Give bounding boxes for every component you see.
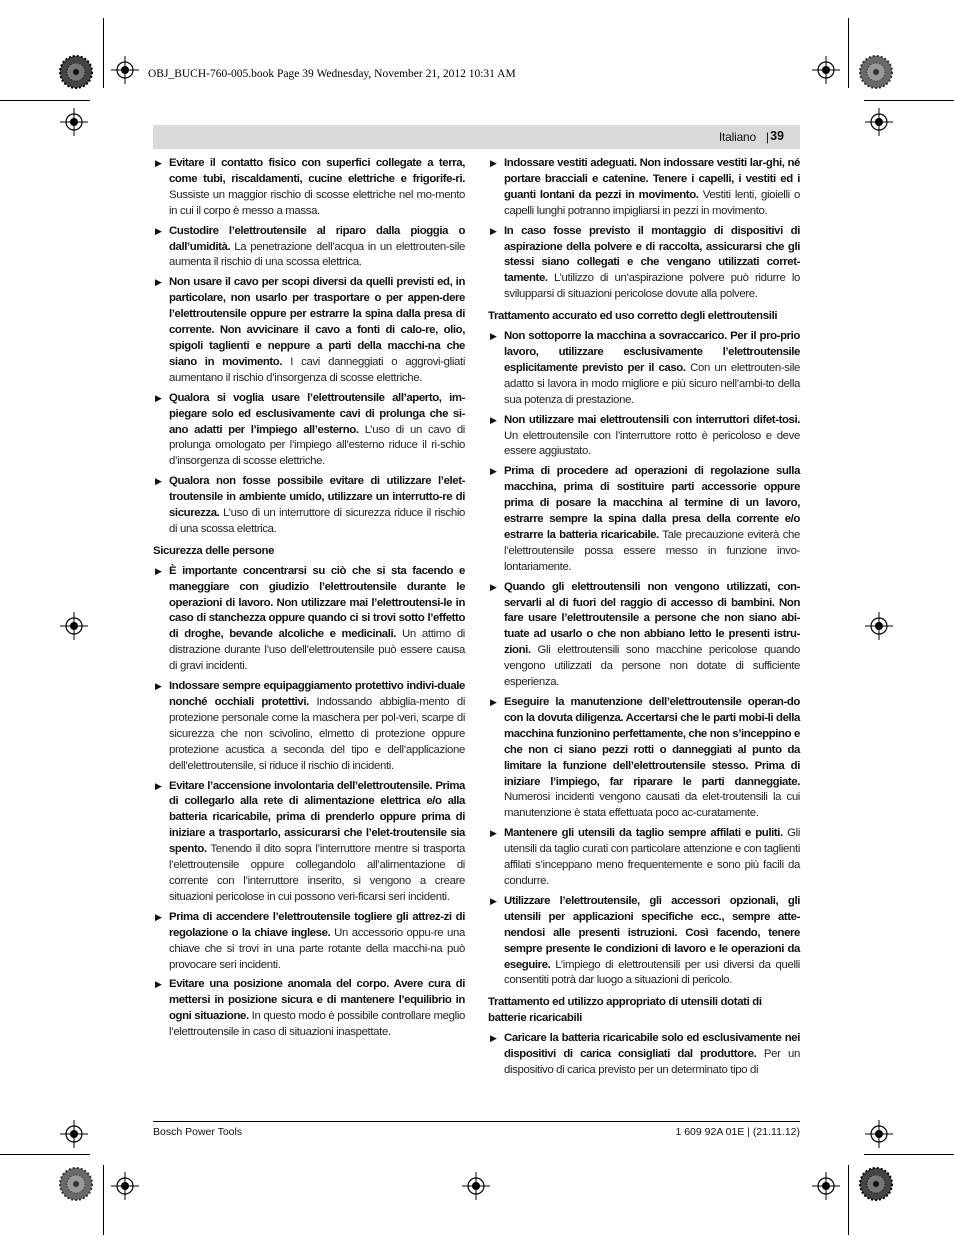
list-item (153, 779, 465, 906)
left-column (153, 156, 465, 1045)
list-item (153, 679, 465, 774)
registration-mark-icon (812, 56, 840, 84)
item-bold-text: Non sottoporre la macchina a sovraccarico. Per il pro-prio lavoro, utilizzare esclusivamente l’elettroutensile esplicitamente previsto per il caso. (504, 330, 800, 374)
footer-brand: Bosch Power Tools (153, 1126, 243, 1138)
item-bold-text: Indossare vestiti adeguati. Non indossare vestiti lar-ghi, né portare bracciali e catenine. Tenere i capelli, i vestiti ed i guanti lontani da pezzi in movimento. (504, 157, 800, 201)
item-bold-text: Prima di accendere l’elettroutensile togliere gli attrez-zi di regolazione o la chiave inglese. (169, 910, 465, 939)
item-bold-text: Qualora si voglia usare l’elettroutensile all’aperto, im-piegare solo ed esclusivamente cavi di prolunga che si-ano adatti per l’impiego all’esterno. (169, 391, 465, 436)
bullet-triangle-icon: ▶ (155, 277, 162, 288)
item-body-text: In questo modo è possibile controllare meglio l’elettroutensile in caso di situazioni inaspettate. (169, 1010, 465, 1039)
item-bold-text: Indossare sempre equipaggiamento protettivo indivi-duale nonché occhiali protettivi. (169, 680, 465, 708)
bullet-triangle-icon: ▶ (155, 979, 162, 990)
item-body-text: L’uso di un cavo di prolunga omologato per l’impiego all’esterno riduce il ri-schio d’insorgenza di scosse elettriche. (169, 423, 465, 468)
item-body-text: Un elettroutensile con l’interruttore rotto è pericoloso e deve essere aggiustato. (504, 429, 800, 458)
bullet-triangle-icon: ▶ (490, 331, 497, 342)
list-item (488, 580, 800, 691)
bullet-triangle-icon: ▶ (155, 225, 162, 236)
color-rosette-icon (58, 54, 94, 90)
list-item (153, 977, 465, 1041)
crop-line (864, 1154, 954, 1155)
header-separator: | (765, 130, 769, 144)
list-item (153, 564, 465, 675)
registration-mark-icon (865, 1120, 893, 1148)
list-item (488, 894, 800, 989)
item-bold-text: Evitare il contatto fisico con superfici collegate a terra, come tubi, riscaldamenti, cucine elettriche e frigorife-ri. (169, 157, 465, 185)
item-body-text: Tenendo il dito sopra l’interruttore mentre si trasporta l’elettroutensile oppure collegandolo all’alimentazione di corrente con l’interruttore inserito, si vengono a creare situazioni pericolose in cui possono veri-ficarsi seri incidenti. (169, 843, 465, 903)
registration-mark-icon (812, 1172, 840, 1200)
item-body-text: L’utilizzo di un’aspirazione polvere può ridurre lo svilupparsi di situazioni pericolose dovute alla polvere. (504, 272, 800, 301)
crop-line (0, 1154, 90, 1155)
item-bold-text: Utilizzare l’elettroutensile, gli accessori opzionali, gli utensili per applicazioni specifiche ecc., sempre atte-nendosi alle presenti istruzioni. Così facendo, tenere sempre presente le condizioni di lavoro e le operazioni da eseguire. (504, 894, 800, 971)
item-body-text: Gli utensili da taglio curati con particolare attenzione e con taglienti affilati s’inceppano meno frequentemente e sono più facili da condurre. (504, 827, 800, 887)
item-body-text: Sussiste un maggior rischio di scosse elettriche nel mo-mento in cui il corpo è messo a massa. (169, 188, 465, 217)
item-body-text: Numerosi incidenti vengono causati da elet-troutensili la cui manutenzione è stata effettuata poco ac-curatamente. (504, 791, 800, 820)
registration-mark-icon (60, 108, 88, 136)
list-item (488, 695, 800, 822)
bullet-triangle-icon: ▶ (155, 476, 162, 487)
item-body-text: Un attimo di distrazione durante l’uso dell’elettroutensile può essere causa di gravi incidenti. (169, 628, 465, 673)
page-header (153, 125, 800, 149)
color-rosette-icon (58, 1166, 94, 1202)
crop-line (103, 18, 104, 88)
list-item (153, 474, 465, 538)
item-body-text: Tale precauzione eviterà che l’elettroutensile possa essere messo in funzione invo-lontariamente. (504, 528, 801, 573)
list-item (488, 464, 800, 575)
registration-mark-icon (111, 56, 139, 84)
bullet-triangle-icon: ▶ (490, 828, 497, 839)
footer-code: 1 609 92A 01E | (21.11.12) (675, 1126, 800, 1138)
item-bold-text: È importante concentrarsi su ciò che si sta facendo e maneggiare con giudizio l’elettroutensile durante le operazioni di lavoro. Non utilizzare mai l’elettroutensi-le in caso di stanchezza oppure quando ci si trovi sotto l’effetto di droghe, bevande alcoliche e medicinali. (169, 564, 465, 641)
list-item (153, 156, 465, 220)
item-bold-text: Evitare l’accensione involontaria dell’elettroutensile. Prima di collegarlo alla rete di alimentazione elettrica e/o alla batteria ricaricabile, prima di prenderlo oppure prima di iniziare a trasportarlo, assicurarsi che l’elet-troutensile sia spento. (169, 779, 465, 856)
item-body-text: Un accessorio oppu-re una chiave che si trovi in una parte rotante della macchi-na può provocare seri incidenti. (169, 926, 465, 971)
bullet-triangle-icon: ▶ (155, 565, 162, 576)
crop-line (864, 100, 954, 101)
bullet-triangle-icon: ▶ (155, 911, 162, 922)
item-body-text: Indossando abbiglia-mento di protezione personale come la maschera per pol-veri, scarpe di sicurezza che non scivolino, elmetto di protezione oppure protezione acustica a seconda del tipo e dell’applicazione dell’elettroutensile, si riduce il rischio di incidenti. (169, 696, 465, 772)
item-bold-text: Evitare una posizione anomala del corpo. Avere cura di mettersi in posizione sicura e di mantenere l’equilibrio in ogni situazione. (169, 978, 465, 1023)
registration-mark-icon (865, 108, 893, 136)
section-title: Trattamento accurato ed uso corretto degli elettroutensili (488, 310, 778, 323)
list-item (153, 391, 465, 471)
item-body-text: L’uso di un interruttore di sicurezza riduce il rischio di una scossa elettrica. (169, 507, 465, 535)
item-bold-text: Quando gli elettroutensili non vengono utilizzati, con-servarli al di fuori del raggio di accesso di bambini. Non fare usare l’elettroutensile a persone che non siano abi-tuate ad usarlo o che non abbiano letto le presenti istru-zioni. (504, 580, 800, 657)
footer-rule (153, 1121, 800, 1122)
registration-mark-icon (60, 612, 88, 640)
crop-line (103, 1165, 104, 1235)
item-bold-text: Caricare la batteria ricaricabile solo ed esclusivamente nei dispositivi di carica consigliati dal produttore. (504, 1032, 800, 1061)
list-item (488, 329, 800, 409)
item-bold-text: Qualora non fosse possibile evitare di utilizzare l’elet-troutensile in ambiente umido, utilizzare un interrutto-re di sicurezza. (169, 475, 465, 520)
section-title: Sicurezza delle persone (153, 544, 275, 557)
header-language: Italiano (718, 130, 756, 144)
bullet-triangle-icon: ▶ (490, 158, 497, 168)
item-bold-text: Prima di procedere ad operazioni di regolazione sulla macchina, prima di sostituire parti accessorie oppure prima di posare la macchina al termine di un lavoro, estrarre sempre la spina dalla presa della corrente e/o estrarre la batteria ricaricabile. (504, 465, 800, 541)
bullet-triangle-icon: ▶ (490, 414, 497, 425)
registration-mark-icon (462, 1172, 490, 1200)
registration-mark-icon (865, 612, 893, 640)
crop-line (848, 1165, 849, 1235)
item-body-text: I cavi danneggiati o aggrovi-gliati aumentano il rischio d’insorgenza di scosse elettriche. (169, 355, 466, 384)
list-item (153, 224, 465, 272)
item-bold-text: Non usare il cavo per scopi diversi da quelli previsti ed, in particolare, non usarlo per trasportare o per appen-dere l’elettroutensile oppure per estrarre la spina dalla presa di corrente. Non avvicinare il cavo a fonti di calo-re, olio, spigoli taglienti e neppure a parti della macchi-na che siano in movimento. (169, 276, 465, 368)
item-bold-text: In caso fosse previsto il montaggio di dispositivi di aspirazione della polvere e di raccolta, assicurarsi che gli stessi siano collegati e che vengano utilizzati corret-tamente. (504, 224, 800, 285)
bullet-triangle-icon: ▶ (490, 895, 497, 906)
bullet-triangle-icon: ▶ (490, 466, 497, 477)
list-item (488, 156, 800, 220)
item-body-text: Gli elettroutensili sono macchine pericolose quando vengono utilizzati da persone non dotate di sufficiente esperienza. (504, 644, 800, 689)
list-item (488, 1031, 800, 1079)
bullet-triangle-icon: ▶ (490, 225, 497, 236)
item-bold-text: Custodire l’elettroutensile al riparo dalla pioggia o dall’umidità. (169, 224, 465, 253)
registration-mark-icon (60, 1120, 88, 1148)
item-bold-text: Eseguire la manutenzione dell’elettroutensile operan-do con la dovuta diligenza. Accertarsi che le parti mobi-li della macchina funzionino perfettamente, che non s’inceppino e che non ci siano pezzi rotti o danneggiati al punto da limitare la funzione dell’elettroutensile stesso. Prima di iniziare l’impiego, far riparare le parti danneggiate. (504, 696, 800, 788)
bullet-triangle-icon: ▶ (155, 681, 162, 692)
item-body-text: La penetrazione dell’acqua in un elettrouten-sile aumenta il rischio di una scossa elettrica. (169, 240, 465, 269)
bullet-triangle-icon: ▶ (155, 158, 162, 168)
section-title: Trattamento ed utilizzo appropriato di utensili dotati di batterie ricaricabili (488, 996, 762, 1025)
item-body-text: Vestiti lenti, gioielli o capelli lunghi potranno impigliarsi in pezzi in movimento. (504, 188, 800, 217)
item-bold-text: Non utilizzare mai elettroutensili con interruttori difet-tosi. (504, 413, 800, 426)
color-rosette-icon (858, 54, 894, 90)
list-item (488, 413, 800, 461)
print-header: OBJ_BUCH-760-005.book Page 39 Wednesday, November 21, 2012 10:31 AM (148, 68, 516, 80)
list-item (153, 275, 465, 386)
bullet-triangle-icon: ▶ (490, 581, 497, 592)
page-number: 39 (770, 129, 784, 143)
list-item (488, 826, 800, 890)
item-body-text: Con un elettrouten-sile adatto si lavora in modo migliore e più sicuro nell’ambi-to della sua potenza di prestazione. (504, 361, 800, 406)
item-bold-text: Mantenere gli utensili da taglio sempre affilati e puliti. (504, 827, 783, 840)
bullet-triangle-icon: ▶ (490, 1033, 497, 1044)
bullet-triangle-icon: ▶ (490, 697, 497, 707)
item-body-text: L’impiego di elettroutensili per usi diversi da quelli consentiti potrà dar luogo a situazioni di pericolo. (504, 958, 800, 987)
right-column (488, 156, 800, 1083)
list-item (488, 224, 800, 304)
color-rosette-icon (858, 1166, 894, 1202)
bullet-triangle-icon: ▶ (155, 392, 162, 403)
list-item (153, 910, 465, 974)
bullet-triangle-icon: ▶ (155, 780, 162, 791)
crop-line (0, 100, 90, 101)
registration-mark-icon (111, 1172, 139, 1200)
crop-line (848, 18, 849, 88)
item-body-text: Per un dispositivo di carica previsto per un determinato tipo di (504, 1048, 800, 1076)
